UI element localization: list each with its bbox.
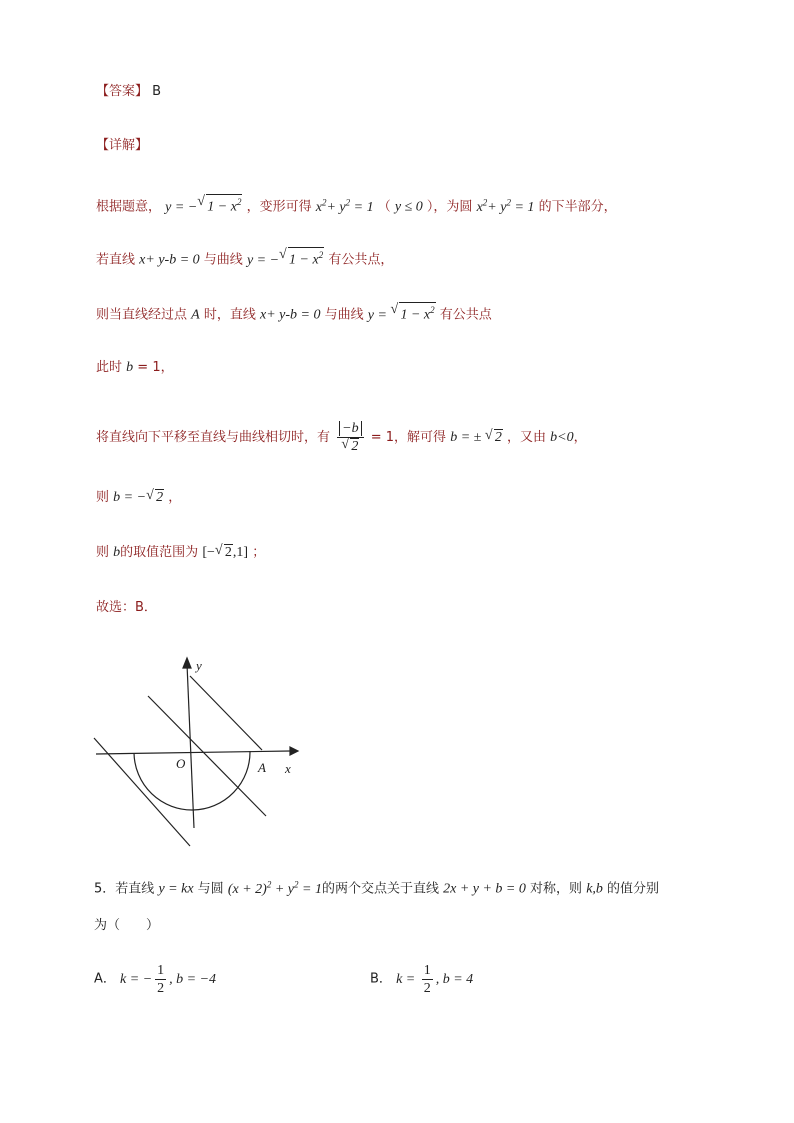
solution-line-1 bbox=[96, 192, 617, 218]
point-a-label: A bbox=[258, 760, 266, 775]
text: 的值分别 bbox=[607, 881, 660, 897]
formula-symmetry-line: 2x + y + b = 0 bbox=[443, 881, 526, 897]
x-axis-arrow bbox=[290, 747, 298, 755]
formula-kb: k,b bbox=[586, 881, 603, 897]
text: 若直线 bbox=[115, 881, 155, 897]
text: 的取值范围为 bbox=[120, 545, 199, 560]
geometry-figure bbox=[90, 650, 310, 860]
y-axis-arrow bbox=[183, 658, 191, 668]
text: ，又由 bbox=[506, 430, 546, 445]
formula-curve-upper: y = √ $1 - x^2$ bbox=[368, 308, 436, 323]
formula-line: x+ y-b = 0 bbox=[139, 252, 200, 268]
tangent-line bbox=[94, 738, 190, 846]
formula-range: [−√ 2,1] bbox=[202, 545, 248, 560]
line-through-origin bbox=[148, 696, 266, 816]
text: ， bbox=[168, 490, 182, 505]
text: 有公共点， bbox=[328, 252, 394, 268]
formula-b-negative: b<0 bbox=[550, 430, 574, 445]
fraction-distance: −b √ 2 bbox=[337, 420, 363, 455]
formula-curve: y = −√ $1 - x^2$ bbox=[165, 200, 242, 215]
option-a[interactable] bbox=[94, 962, 216, 997]
text: 对称，则 bbox=[530, 881, 583, 897]
point-label: A bbox=[191, 307, 200, 323]
formula-curve: y = −√ $1 - x^2$ bbox=[247, 253, 324, 268]
text: = 1，解可得 bbox=[366, 430, 447, 445]
option-b[interactable] bbox=[370, 962, 473, 997]
question-number: 5． bbox=[94, 881, 116, 897]
line-through-a bbox=[190, 676, 262, 750]
option-a-formula: k = − $\frac{1}{2}$ , b = −4 bbox=[120, 963, 217, 996]
answer-value: B bbox=[152, 84, 162, 99]
formula-circle: $x^2+ y^2 = 1$ bbox=[315, 197, 374, 215]
question-stem-cont bbox=[94, 916, 159, 936]
text: （ bbox=[377, 199, 391, 215]
text: 的两个交点关于直线 bbox=[321, 881, 439, 897]
answer-line bbox=[96, 82, 161, 102]
text: 与曲线 bbox=[203, 252, 243, 268]
answer-tag: 【答案】 bbox=[96, 84, 149, 99]
y-label: y bbox=[196, 658, 202, 673]
formula-circle: $x^2+ y^2 = 1$ bbox=[476, 197, 535, 215]
text: 则 bbox=[96, 490, 110, 505]
text: 的下半部分， bbox=[538, 199, 617, 215]
text: 故选：B． bbox=[96, 600, 157, 615]
solution-line-5 bbox=[96, 420, 587, 455]
formula-b-result: b = −√ 2 bbox=[113, 490, 164, 505]
text: 则当直线经过点 bbox=[96, 307, 188, 323]
option-a-label: A． bbox=[94, 971, 116, 987]
solution-line-3 bbox=[96, 302, 492, 326]
text: ，变形可得 bbox=[246, 199, 312, 215]
text: 与圆 bbox=[197, 881, 224, 897]
text: 则 bbox=[96, 545, 110, 560]
solution-line-8 bbox=[96, 598, 157, 618]
text: 将直线向下平移至直线与曲线相切时，有 bbox=[96, 430, 331, 445]
text: ， bbox=[573, 430, 587, 445]
text: 此时 bbox=[96, 360, 123, 375]
text: 若直线 bbox=[96, 252, 136, 268]
text: 根据题意， bbox=[96, 199, 162, 215]
x-axis bbox=[96, 751, 290, 754]
text: ），为圆 bbox=[426, 199, 473, 215]
text: = 1， bbox=[133, 360, 174, 375]
option-b-formula: k = $\frac{1}{2}$ , b = 4 bbox=[396, 963, 474, 996]
solution-line-6 bbox=[96, 488, 181, 508]
detail-tag: 【详解】 bbox=[96, 138, 149, 153]
text: ； bbox=[252, 545, 266, 560]
option-b-label: B． bbox=[370, 971, 392, 987]
question-stem bbox=[94, 874, 659, 900]
formula-line-kx: y = kx bbox=[158, 881, 194, 897]
solution-line-2 bbox=[96, 247, 393, 271]
text: 有公共点 bbox=[439, 307, 492, 323]
formula-circle-eq: $(x + 2)^2 + y^2 = 1$ bbox=[227, 879, 322, 897]
formula-b-value: b = ± √ 2 bbox=[450, 430, 503, 445]
y-axis bbox=[187, 664, 194, 828]
detail-heading bbox=[96, 136, 148, 156]
solution-line-7 bbox=[96, 543, 265, 563]
x-label: x bbox=[285, 761, 291, 776]
variable: b bbox=[126, 360, 134, 375]
formula-condition: y ≤ 0 bbox=[394, 199, 423, 215]
origin-label: O bbox=[176, 756, 186, 771]
text: 时，直线 bbox=[203, 307, 256, 323]
solution-line-4 bbox=[96, 358, 174, 378]
formula-line: x+ y-b = 0 bbox=[260, 307, 321, 323]
text: 与曲线 bbox=[324, 307, 364, 323]
variable: b bbox=[113, 545, 121, 560]
text: 为（ ） bbox=[94, 918, 160, 933]
